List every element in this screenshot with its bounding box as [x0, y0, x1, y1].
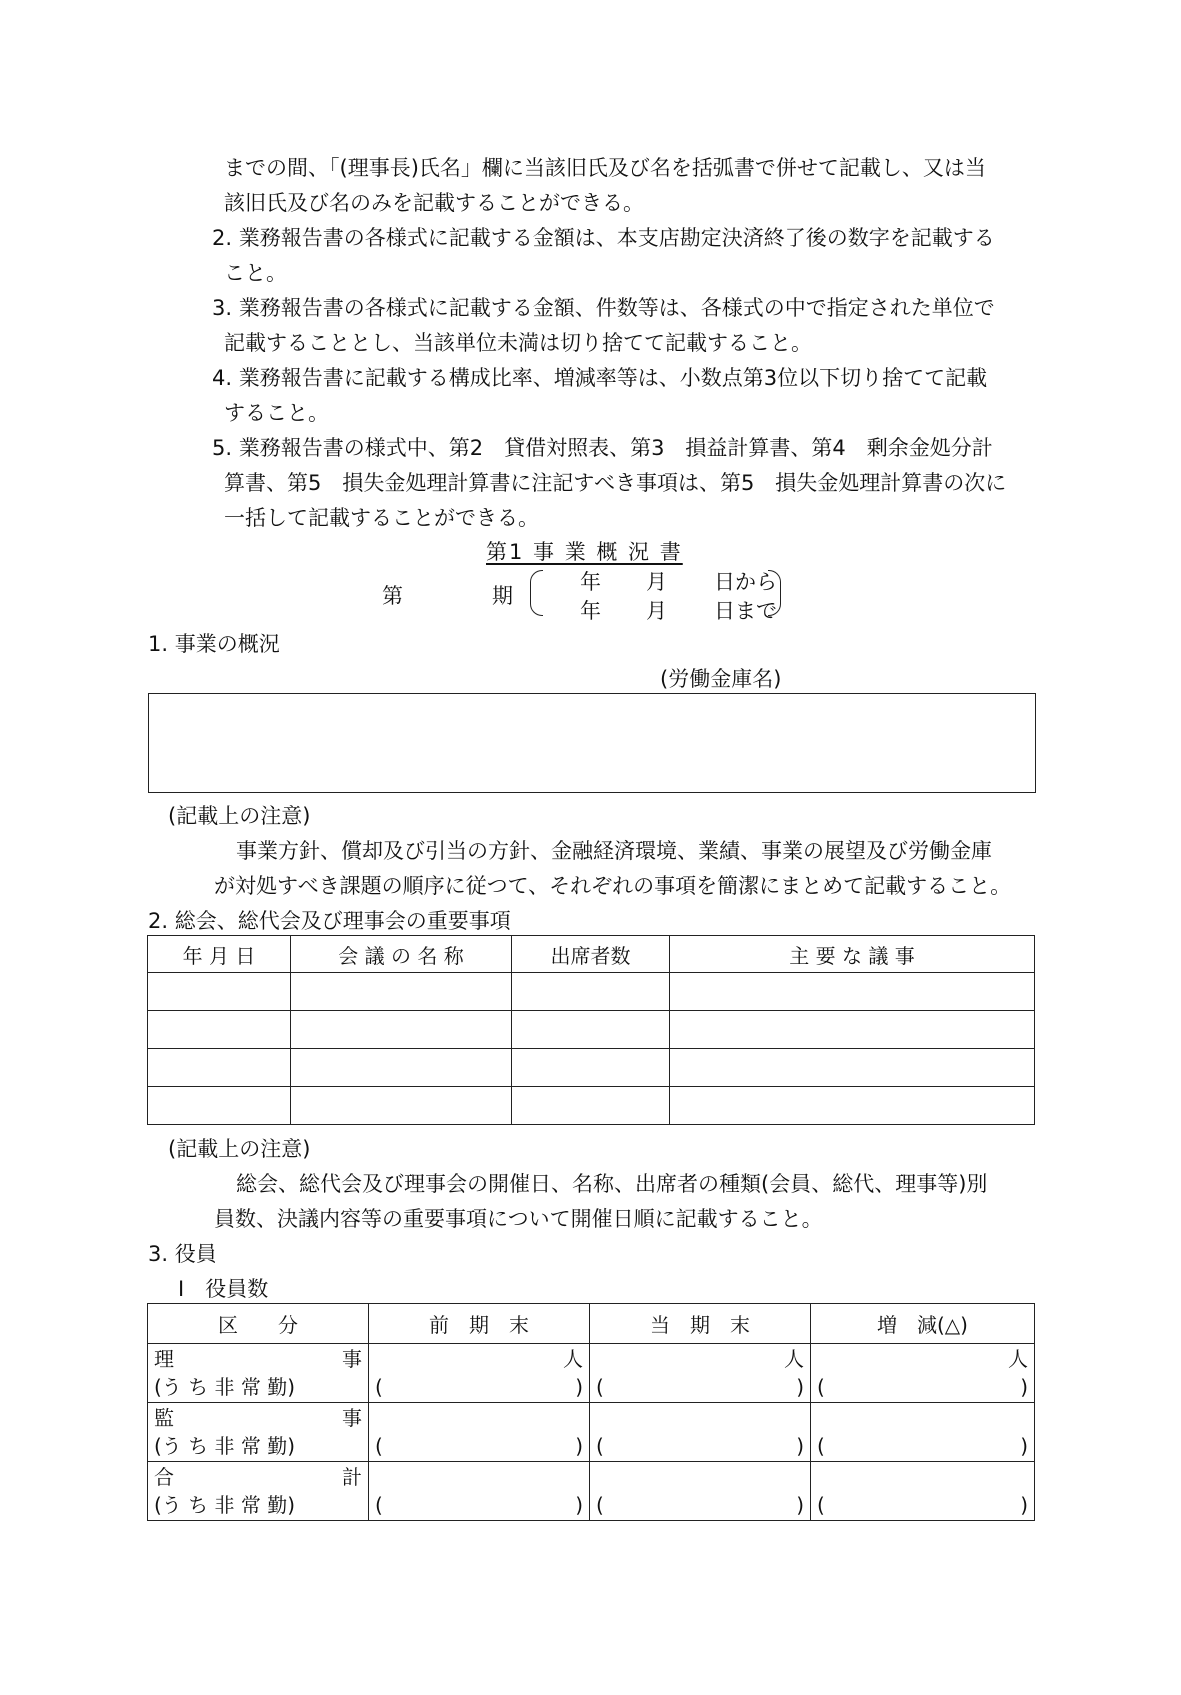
- header-current-term: 当 期 末: [590, 1304, 811, 1344]
- section1-note-a: 事業方針、償却及び引当の方針、金融経済環境、業績、事業の展望及び労働金庫: [236, 839, 992, 863]
- row-label-left: 監: [154, 1406, 174, 1430]
- intro-item-4a: 4. 業務報告書に記載する構成比率、増減率等は、小数点第3位以下切り捨てて記載: [212, 366, 988, 390]
- period-to-day: 日まで: [714, 599, 777, 623]
- officers-row-auditors: [148, 1403, 1035, 1462]
- cell: [148, 973, 291, 1011]
- value-cell: [590, 1344, 811, 1403]
- section1-note-label: (記載上の注意): [168, 804, 311, 828]
- intro-item-3b: 記載することとし、当該単位未満は切り捨てて記載すること。: [224, 331, 812, 355]
- paren-open: (: [375, 1434, 383, 1458]
- section2-note-a: 総会、総代会及び理事会の開催日、名称、出席者の種類(会員、総代、理事等)別: [236, 1172, 988, 1196]
- intro-item-5b: 算書、第5 損失金処理計算書に注記すべき事項は、第5 損失金処理計算書の次に: [224, 471, 1007, 495]
- unit-label: 人: [563, 1347, 583, 1371]
- table-header-row: [148, 936, 1035, 973]
- cell: [148, 1049, 291, 1087]
- header-attendees: 出席者数: [512, 936, 670, 973]
- officers-row-total: [148, 1462, 1035, 1521]
- value-cell: [811, 1462, 1035, 1521]
- row-sub-label: (う ち 非 常 勤): [154, 1375, 296, 1399]
- intro-item-5c: 一括して記載することができる。: [224, 506, 539, 530]
- paren-open: (: [596, 1375, 604, 1399]
- section2-note-label: (記載上の注意): [168, 1137, 311, 1161]
- section3-subtitle: Ⅰ 役員数: [178, 1277, 269, 1301]
- row-label-left: 合: [154, 1465, 174, 1489]
- value-cell: [369, 1344, 590, 1403]
- cell: [148, 1011, 291, 1049]
- paren-open: (: [596, 1434, 604, 1458]
- paren-close: ): [1020, 1434, 1028, 1458]
- intro-item-2a: 2. 業務報告書の各様式に記載する金額は、本支店勘定決済終了後の数字を記載する: [212, 226, 995, 250]
- cell: [512, 1011, 670, 1049]
- business-summary-box: [148, 693, 1036, 793]
- cell: [291, 1049, 512, 1087]
- row-label: [148, 1403, 369, 1462]
- period-to-month: 月: [646, 599, 667, 623]
- cell: [512, 1049, 670, 1087]
- paren-open: (: [817, 1434, 825, 1458]
- period-to-year: 年: [580, 599, 601, 623]
- paren-close: ): [796, 1375, 804, 1399]
- paren-open: (: [596, 1493, 604, 1517]
- row-sub-label: (う ち 非 常 勤): [154, 1434, 296, 1458]
- table-row: [148, 1087, 1035, 1125]
- row-sub-label: (う ち 非 常 勤): [154, 1493, 296, 1517]
- period-from-month: 月: [646, 570, 667, 594]
- value-cell: [811, 1403, 1035, 1462]
- section3-title: 3. 役員: [148, 1242, 217, 1266]
- cell: [670, 1011, 1035, 1049]
- paren-close: ): [1020, 1375, 1028, 1399]
- intro-line-1a: までの間、「(理事長)氏名」欄に当該旧氏及び名を括弧書で併せて記載し、又は当: [224, 156, 986, 180]
- table-row: [148, 1011, 1035, 1049]
- period-dai: 第: [382, 584, 403, 608]
- cell: [670, 1087, 1035, 1125]
- cell: [291, 1087, 512, 1125]
- row-label: [148, 1344, 369, 1403]
- section1-note-b: が対処すべき課題の順序に従つて、それぞれの事項を簡潔にまとめて記載すること。: [214, 874, 1012, 898]
- table-row: [148, 973, 1035, 1011]
- paren-close: ): [575, 1375, 583, 1399]
- row-label-left: 理: [154, 1347, 174, 1371]
- value-cell: [811, 1344, 1035, 1403]
- officers-header-row: [148, 1304, 1035, 1344]
- row-label-right: 事: [342, 1347, 362, 1371]
- cell: [291, 1011, 512, 1049]
- intro-item-5a: 5. 業務報告書の様式中、第2 貸借対照表、第3 損益計算書、第4 剰余金処分計: [212, 436, 993, 460]
- header-change: 増 減(△): [811, 1304, 1035, 1344]
- header-date: 年 月 日: [148, 936, 291, 973]
- header-previous-term: 前 期 末: [369, 1304, 590, 1344]
- header-meeting-name: 会 議 の 名 称: [291, 936, 512, 973]
- header-agenda: 主 要 な 議 事: [670, 936, 1035, 973]
- bracket-right: [768, 570, 781, 616]
- value-cell: [590, 1403, 811, 1462]
- unit-label: 人: [784, 1347, 804, 1371]
- paren-close: ): [575, 1493, 583, 1517]
- meetings-table: [147, 935, 1035, 1125]
- intro-item-4b: すること。: [224, 401, 329, 425]
- cell: [670, 973, 1035, 1011]
- row-label-right: 事: [342, 1406, 362, 1430]
- paren-close: ): [796, 1493, 804, 1517]
- cell: [512, 973, 670, 1011]
- section2-title: 2. 総会、総代会及び理事会の重要事項: [148, 909, 511, 933]
- row-label-right: 計: [342, 1465, 362, 1489]
- paren-open: (: [817, 1375, 825, 1399]
- cell: [148, 1087, 291, 1125]
- cell: [670, 1049, 1035, 1087]
- table-row: [148, 1049, 1035, 1087]
- paren-close: ): [1020, 1493, 1028, 1517]
- cell: [291, 973, 512, 1011]
- period-ki: 期: [492, 584, 513, 608]
- intro-item-2b: こと。: [224, 261, 287, 285]
- bracket-left: [530, 570, 543, 616]
- section2-note-b: 員数、決議内容等の重要事項について開催日順に記載すること。: [214, 1207, 823, 1231]
- bank-name-label: (労働金庫名): [660, 667, 782, 691]
- header-category: 区 分: [148, 1304, 369, 1344]
- paren-open: (: [817, 1493, 825, 1517]
- period-from-day: 日から: [714, 570, 777, 594]
- row-label: [148, 1462, 369, 1521]
- paren-close: ): [796, 1434, 804, 1458]
- value-cell: [590, 1462, 811, 1521]
- unit-label: 人: [1008, 1347, 1028, 1371]
- page-title: 第1 事 業 概 況 書: [486, 540, 683, 564]
- officers-table: [147, 1303, 1035, 1521]
- paren-open: (: [375, 1375, 383, 1399]
- section1-title: 1. 事業の概況: [148, 632, 280, 656]
- officers-row-directors: [148, 1344, 1035, 1403]
- intro-line-1b: 該旧氏及び名のみを記載することができる。: [224, 191, 644, 215]
- intro-item-3a: 3. 業務報告書の各様式に記載する金額、件数等は、各様式の中で指定された単位で: [212, 296, 995, 320]
- value-cell: [369, 1403, 590, 1462]
- cell: [512, 1087, 670, 1125]
- value-cell: [369, 1462, 590, 1521]
- period-from-year: 年: [580, 570, 601, 594]
- paren-open: (: [375, 1493, 383, 1517]
- paren-close: ): [575, 1434, 583, 1458]
